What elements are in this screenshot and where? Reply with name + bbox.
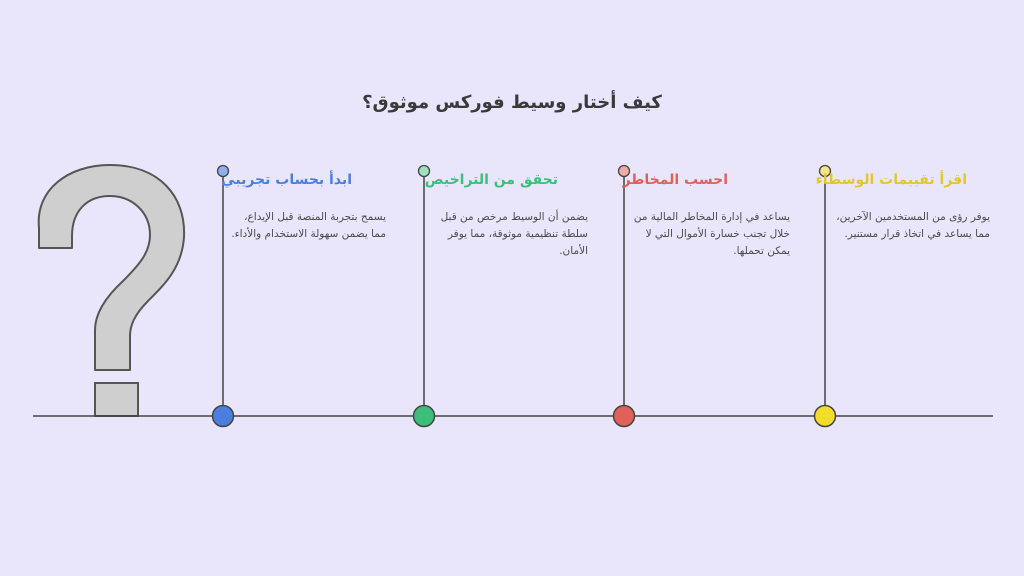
timeline-step-3-marker [614,166,635,427]
step-4-title: اقرأ تقييمات الوسطاء [815,172,967,188]
timeline-step-1-marker [213,166,234,427]
step-4-description: يوفر رؤى من المستخدمين الآخرين، مما يساعد في اتخاذ قرار مستنير. [836,211,990,240]
step-2-title: تحقق من التراخيص [424,172,558,188]
timeline-step-2-marker [414,166,435,427]
step-3-description: يساعد في إدارة المخاطر المالية من خلال تجنب خسارة الأموال التي لا يمكن تحملها. [633,211,790,257]
timeline-step-4-marker [815,166,836,427]
question-mark-icon [39,165,184,416]
step-1-description: يسمح بتجربة المنصة قبل الإيداع، مما يضمن سهولة الاستخدام والأداء. [231,211,386,240]
step-3-title: احسب المخاطر [622,172,728,188]
step-2-description: يضمن أن الوسيط مرخص من قبل سلطة تنظيمية موثوقة، مما يوفر الأمان. [440,211,588,257]
page-title: كيف أختار وسيط فوركس موثوق؟ [362,92,662,113]
step-1-title: ابدأ بحساب تجريبي [221,172,352,188]
